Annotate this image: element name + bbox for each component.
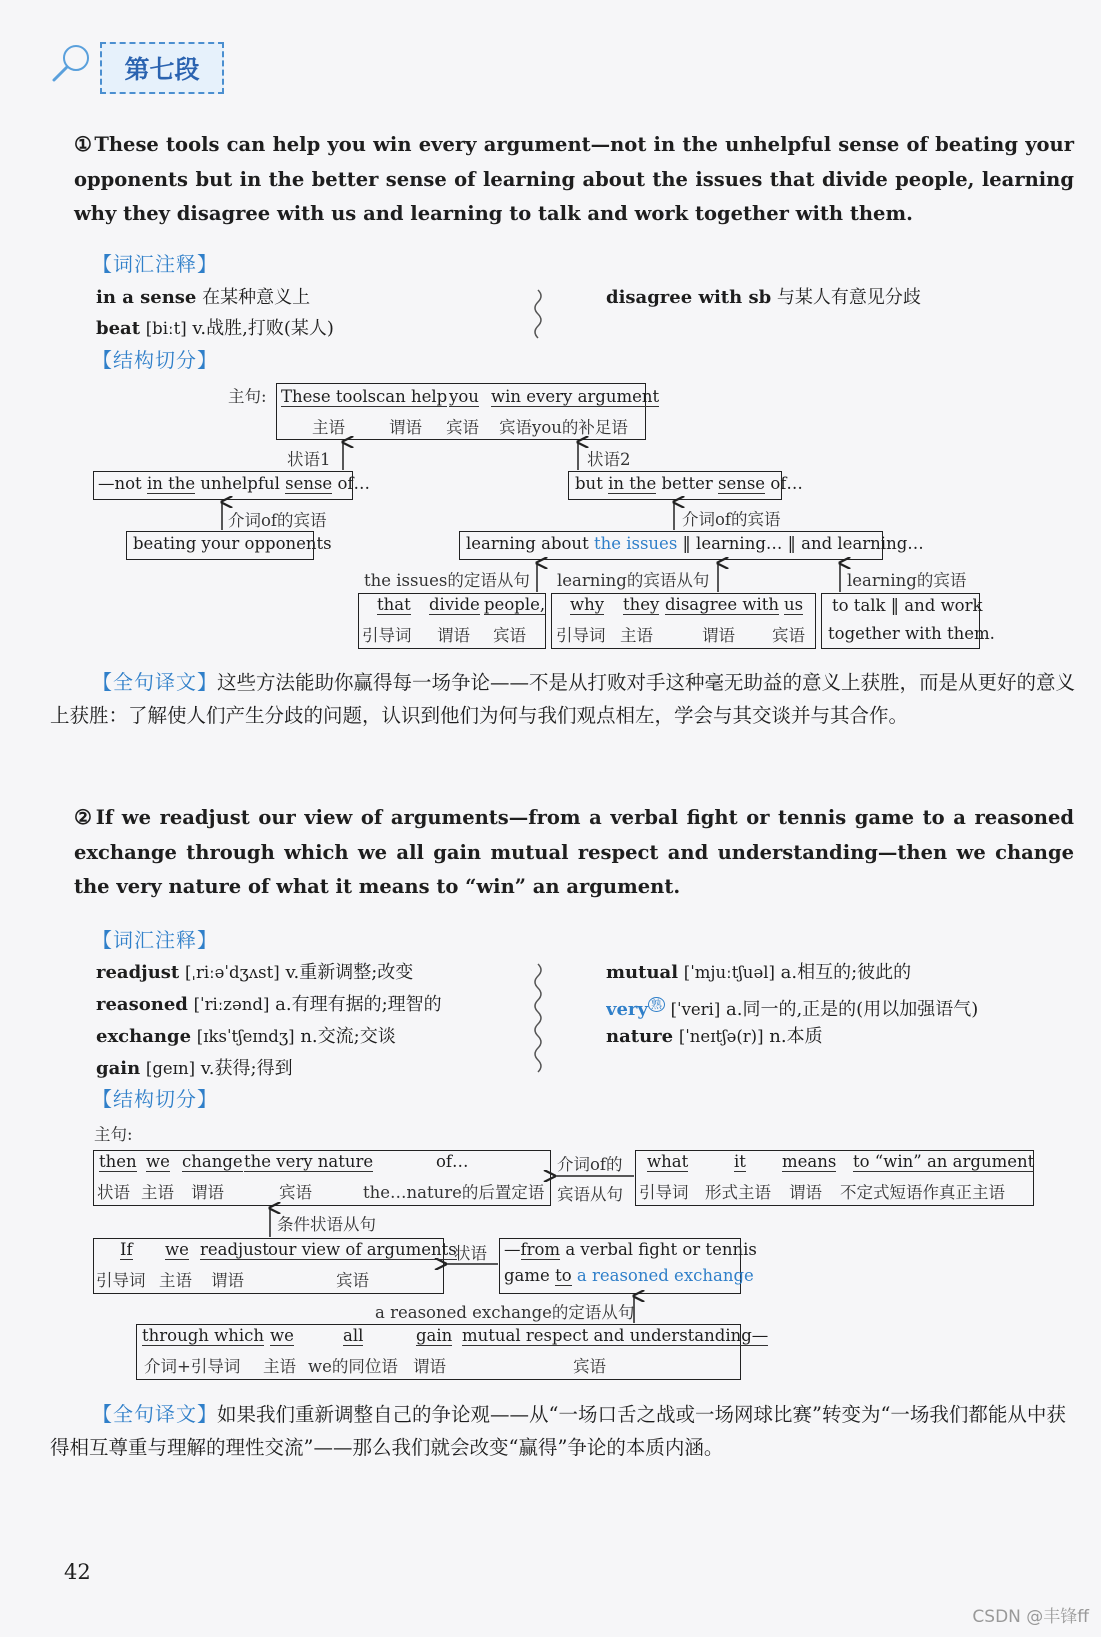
vocab-2-left-2: exchange [ɪksˈtʃeɪndʒ] n.交流;交谈 <box>96 1026 396 1047</box>
translation-2: 如果我们重新调整自己的争论观——从“一场口舌之战或一场网球比赛”转变为“一场我们都能从中获得相互尊重与理解的理性交流”——那么我们就会改变“赢得”争论的本质内涵。 <box>50 1403 1066 1459</box>
prep-obj-tag-2: 介词of的宾语 <box>682 510 781 529</box>
what-word-2: means <box>782 1152 837 1171</box>
through-tag-4: 宾语 <box>573 1357 606 1376</box>
rel1-word-1: divide <box>429 595 480 614</box>
main2-tag-4: the…nature的后置定语 <box>363 1183 545 1202</box>
rel1-tag-2: 宾语 <box>493 626 526 645</box>
main1-tag-3: 宾语you的补足语 <box>499 418 628 437</box>
vocab-2-left-0: readjust [ˌriːəˈdʒʌst] v.重新调整;改变 <box>96 962 414 983</box>
obj-clause-tag-1: learning的宾语从句 <box>557 571 710 590</box>
if-word-1: we <box>165 1240 189 1259</box>
what-tag-1: 形式主语 <box>705 1183 771 1202</box>
main1-tag-0: 主语 <box>312 418 345 437</box>
adverbial-tag-2: 状语 <box>454 1244 487 1263</box>
watermark: CSDN @丰锋ff <box>972 1607 1089 1627</box>
if-tag-3: 宾语 <box>336 1271 369 1290</box>
main1-word-3: win every argument <box>491 387 660 406</box>
translation-1: 这些方法能助你赢得每一场争论——不是从打败对手这种毫无助益的意义上获胜，而是从更好的意义上获胜：了解使人们产生分歧的问题，认识到他们为何与我们观点相左，学会与其交谈并与其合作。 <box>50 671 1076 727</box>
rel1-word-0: that <box>377 595 411 614</box>
vocab-2-left-1: reasoned [ˈriːzənd] a.有理有据的;理智的 <box>96 994 442 1015</box>
to-talk-line-2: together with them. <box>828 624 995 643</box>
through-word-4: mutual respect and understanding— <box>462 1326 769 1345</box>
sentence-2-text: If we readjust our view of arguments—from a verbal fight or tennis game to a reasoned exchange through which we all gain mutual respect and understanding—then we change the very nature of what it means to “win” an argument. <box>74 806 1074 898</box>
prep-obj-clause-tag-l1: 介词of的 <box>557 1155 623 1174</box>
page-number: 42 <box>64 1560 91 1584</box>
main2-word-2: change <box>182 1152 243 1171</box>
sentence-2-number: ② <box>74 805 94 829</box>
from-line-1: —from a verbal fight or tennis <box>504 1240 757 1259</box>
sentence-2 <box>74 800 1074 905</box>
objcl-tag-2: 谓语 <box>702 626 735 645</box>
if-tag-0: 引导词 <box>96 1271 146 1290</box>
objcl-tag-1: 主语 <box>620 626 653 645</box>
main1-word-1: can help <box>376 387 448 406</box>
vocab-2-left-3: gain [geɪn] v.获得;得到 <box>96 1058 293 1079</box>
if-word-3: our view of arguments <box>268 1240 457 1259</box>
struct-label-2: 【结构切分】 <box>92 1087 218 1111</box>
struct-label-1: 【结构切分】 <box>92 348 218 372</box>
rel1-tag-0: 引导词 <box>362 626 412 645</box>
objcl-word-2: disagree with <box>665 595 780 614</box>
through-tag-1: 主语 <box>263 1357 296 1376</box>
through-word-1: we <box>270 1326 294 1345</box>
vocab-1-item-0: in a sense 在某种意义上 <box>96 287 311 308</box>
if-tag-2: 谓语 <box>211 1271 244 1290</box>
adv1-tag: 状语1 <box>287 450 331 469</box>
main2-word-3: the very nature <box>244 1152 374 1171</box>
through-word-3: gain <box>416 1326 453 1345</box>
vocab-2-right-2: nature [ˈneɪtʃə(r)] n.本质 <box>606 1026 823 1047</box>
objcl-word-0: why <box>570 595 605 614</box>
adv2-tag: 状语2 <box>587 450 631 469</box>
prep-obj-clause-tag-l2: 宾语从句 <box>557 1185 623 1204</box>
what-tag-3: 不定式短语作真正主语 <box>840 1183 1005 1202</box>
what-tag-0: 引导词 <box>639 1183 689 1202</box>
adv2-text: but in the better sense of… <box>575 474 803 493</box>
vocab-2-right-0: mutual [ˈmjuːtʃuəl] a.相互的;彼此的 <box>606 962 912 983</box>
main-clause-label-1: 主句: <box>228 387 267 406</box>
objcl-tag-3: 宾语 <box>772 626 805 645</box>
to-talk-line-1: to talk ‖ and work <box>832 596 983 615</box>
main2-tag-3: 宾语 <box>279 1183 312 1202</box>
main2-word-1: we <box>146 1152 170 1171</box>
through-tag-2: we的同位语 <box>308 1357 398 1376</box>
vocab-2-right-1: very $^熟$ [ˈveri] a.同一的,正是的(用以加强语气) <box>606 998 979 1020</box>
through-word-2: all <box>343 1326 364 1345</box>
rel-clause-tag-1: the issues的定语从句 <box>364 571 530 590</box>
learning-obj-tag: learning的宾语 <box>847 571 967 590</box>
vocab-1-item-1: beat [biːt] v.战胜,打败(某人) <box>96 318 334 339</box>
objcl-tag-0: 引导词 <box>556 626 606 645</box>
through-tag-0: 介词+引导词 <box>144 1357 241 1376</box>
vocab-1-item-2: disagree with sb 与某人有意见分歧 <box>606 287 921 308</box>
beating-text: beating your opponents <box>133 534 332 553</box>
prep-obj-tag-1: 介词of的宾语 <box>228 511 327 530</box>
main-clause-label-2: 主句: <box>94 1125 133 1144</box>
objcl-word-1: they <box>623 595 660 614</box>
from-line-2: game to a reasoned exchange <box>504 1266 754 1285</box>
sentence-1-number: ① <box>74 132 93 156</box>
rel1-tag-1: 谓语 <box>437 626 470 645</box>
rel1-word-2: people, <box>484 595 546 614</box>
main1-tag-2: 宾语 <box>446 418 479 437</box>
main2-tag-2: 谓语 <box>191 1183 224 1202</box>
main2-tag-1: 主语 <box>141 1183 174 1202</box>
through-tag-3: 谓语 <box>413 1357 446 1376</box>
if-tag-1: 主语 <box>159 1271 192 1290</box>
cond-clause-tag: 条件状语从句 <box>277 1215 376 1234</box>
vocab-label-1: 【词汇注释】 <box>92 252 218 276</box>
main1-word-2: you <box>449 387 479 406</box>
familiar-word-badge: 熟 <box>648 997 665 1012</box>
main1-word-0: These tools <box>281 387 377 406</box>
main2-word-0: then <box>99 1152 137 1171</box>
through-word-0: through which <box>142 1326 265 1345</box>
what-tag-2: 谓语 <box>789 1183 822 1202</box>
section-title: 第七段 <box>100 42 224 94</box>
if-word-0: If <box>120 1240 133 1259</box>
wavy-divider-2 <box>528 962 548 1078</box>
vocab-label-2: 【词汇注释】 <box>92 928 218 952</box>
sentence-1-text: These tools can help you win every argument—not in the unhelpful sense of beating your opponents but in the better sense of learning about the issues that divide people, learning why they disagree with us and learning to talk and work together with them. <box>74 133 1074 225</box>
what-word-3: to “win” an argument <box>853 1152 1035 1171</box>
main2-word-4: of… <box>436 1152 469 1171</box>
learning-text: learning about the issues ‖ learning… ‖ and learning… <box>466 534 924 553</box>
adv1-text: —not in the unhelpful sense of… <box>98 474 370 493</box>
objcl-word-3: us <box>784 595 804 614</box>
rel-clause-tag-2: a reasoned exchange的定语从句 <box>375 1303 635 1322</box>
if-word-2: readjust <box>200 1240 269 1259</box>
main2-tag-0: 状语 <box>97 1183 130 1202</box>
trans-label-1: 【全句译文】 <box>92 670 218 694</box>
trans-label-2: 【全句译文】 <box>92 1402 218 1426</box>
main1-tag-1: 谓语 <box>389 418 422 437</box>
what-word-0: what <box>647 1152 689 1171</box>
what-word-1: it <box>734 1152 746 1171</box>
